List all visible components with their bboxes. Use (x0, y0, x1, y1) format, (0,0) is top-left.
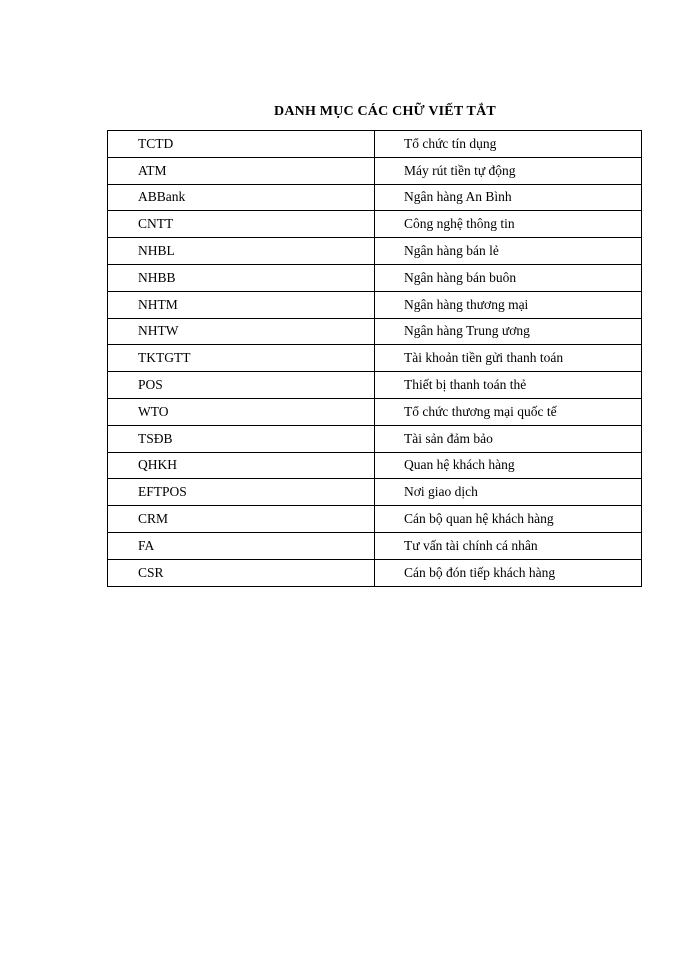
meaning-cell: Thiết bị thanh toán thẻ (375, 372, 642, 399)
meaning-cell: Tài sản đảm bảo (375, 425, 642, 452)
table-row (108, 264, 642, 291)
table-row (108, 506, 642, 533)
table-row (108, 532, 642, 559)
meaning-cell: Ngân hàng An Bình (375, 184, 642, 211)
abbreviation-cell: CRM (108, 506, 375, 533)
meaning-cell: Ngân hàng Trung ương (375, 318, 642, 345)
meaning-cell: Quan hệ khách hàng (375, 452, 642, 479)
abbreviation-cell: TKTGTT (108, 345, 375, 372)
abbreviation-cell: WTO (108, 398, 375, 425)
page-title: DANH MỤC CÁC CHỮ VIẾT TẮT (274, 104, 496, 119)
abbreviation-cell: CNTT (108, 211, 375, 238)
meaning-cell: Tổ chức tín dụng (375, 131, 642, 158)
meaning-cell: Máy rút tiền tự động (375, 157, 642, 184)
abbreviation-cell: EFTPOS (108, 479, 375, 506)
table-row (108, 157, 642, 184)
table-row (108, 184, 642, 211)
table-row (108, 345, 642, 372)
abbreviation-cell: FA (108, 532, 375, 559)
meaning-cell: Tài khoản tiền gửi thanh toán (375, 345, 642, 372)
meaning-cell: Tư vấn tài chính cá nhân (375, 532, 642, 559)
meaning-cell: Ngân hàng thương mại (375, 291, 642, 318)
abbreviation-cell: CSR (108, 559, 375, 586)
table-row (108, 452, 642, 479)
meaning-cell: Công nghệ thông tin (375, 211, 642, 238)
meaning-cell: Cán bộ đón tiếp khách hàng (375, 559, 642, 586)
table-row (108, 238, 642, 265)
abbreviation-cell: QHKH (108, 452, 375, 479)
meaning-cell: Ngân hàng bán lẻ (375, 238, 642, 265)
table-row (108, 479, 642, 506)
abbreviation-cell: NHBL (108, 238, 375, 265)
abbreviation-cell: NHTM (108, 291, 375, 318)
table-row (108, 291, 642, 318)
meaning-cell: Nơi giao dịch (375, 479, 642, 506)
meaning-cell: Tổ chức thương mại quốc tế (375, 398, 642, 425)
meaning-cell: Ngân hàng bán buôn (375, 264, 642, 291)
table-row (108, 559, 642, 586)
abbreviation-cell: NHBB (108, 264, 375, 291)
table-row (108, 398, 642, 425)
table-row (108, 211, 642, 238)
meaning-cell: Cán bộ quan hệ khách hàng (375, 506, 642, 533)
table-row (108, 425, 642, 452)
abbreviation-table (107, 130, 642, 587)
abbreviation-cell: TCTD (108, 131, 375, 158)
abbreviation-cell: TSĐB (108, 425, 375, 452)
abbreviation-cell: NHTW (108, 318, 375, 345)
abbreviation-cell: POS (108, 372, 375, 399)
table-row (108, 372, 642, 399)
table-row (108, 318, 642, 345)
table-row (108, 131, 642, 158)
abbreviation-cell: ABBank (108, 184, 375, 211)
abbreviation-cell: ATM (108, 157, 375, 184)
